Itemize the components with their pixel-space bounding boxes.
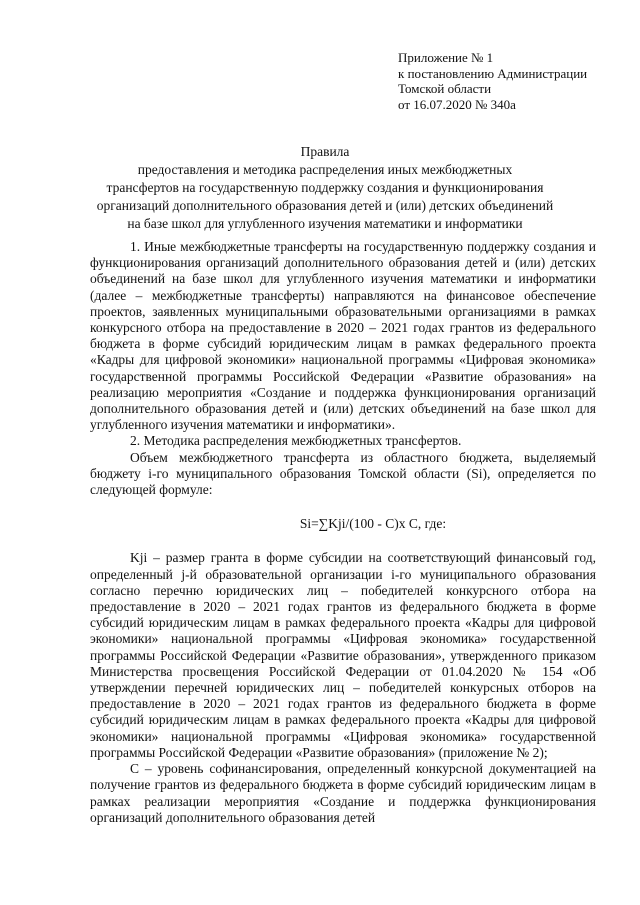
paragraph-5: С – уровень софинансирования, определенный конкурсной документацией на получение грантов из федерального бюджета в форме субсидий юридическим лицам в рамках реализации мероприятия «Создание и поддержка функционирования организаций дополнительного образования детей [90,761,596,825]
paragraph-1: 1. Иные межбюджетные трансферты на государственную поддержку создания и функционирования организаций дополнительного образования детей и (или) детских объединений на базе школ для углубленного изучения математики и информатики (далее – межбюджетные трансферты) направляются на финансовое обеспечение проектов, заявленных муниципальными образовательными организациями в рамках конкурсного отбора на предоставление в 2020 – 2021 годах грантов из федерального бюджета в форме субсидий юридическим лицам в рамках федерального проекта «Кадры для цифровой экономики» национальной программы «Цифровая экономика» государственной программы Российской Федерации «Развитие образования» на реализацию мероприятия «Создание и поддержка функционирования организаций дополнительного образования детей и (или) детских объединений на базе школ для углубленного изучения математики и информатики». [90,239,596,433]
paragraph-3: Объем межбюджетного трансферта из областного бюджета, выделяемый бюджету i-го муниципального образования Томской области (Si), определяется по следующей формуле: [90,449,596,498]
document-title [60,143,590,233]
title-line-3: трансфертов на государственную поддержку создания и функционирования [106,180,544,195]
title-line-5: на базе школ для углубленного изучения математики и информатики [127,216,523,231]
formula: Si=∑Kji/(100 - C)x C, где: [299,516,447,532]
paragraph-4: Kji – размер гранта в форме субсидии на соответствующий финансовый год, определенный j-й образовательной организации i-го муниципального образования согласно перечню юридических лиц – победителей конкурсного отбора на предоставление в 2020 – 2021 годах грантов из федерального бюджета в форме субсидий юридическим лицам в рамках федерального проекта «Кадры для цифровой экономики» национальной программы «Цифровая экономика» государственной программы Российской Федерации «Развитие образования», утвержденного приказом Министерства просвещения Российской Федерации от 01.04.2020 № 154 «Об утверждении перечней юридических лиц – победителей конкурсных отборов на предоставление в 2020 – 2021 годах грантов из федерального бюджета в форме субсидий юридическим лицам в рамках федерального проекта «Кадры для цифровой экономики» национальной программы «Цифровая экономика» государственной программы Российской Федерации «Развитие образования» (приложение № 2); [90,550,596,760]
appendix-region: Томской области [398,81,492,96]
document-body [90,239,596,826]
appendix-block [398,50,587,112]
paragraph-2: 2. Методика распределения межбюджетных трансфертов. [130,433,462,449]
appendix-reference: к постановлению Администрации [398,65,588,81]
title-line-4: организаций дополнительного образования детей и (или) детских объединений [96,198,554,213]
appendix-number: Приложение № 1 [398,50,494,65]
appendix-date-number: от 16.07.2020 № 340а [398,96,516,112]
title-line-2: предоставления и методика распределения иных межбюджетных [137,162,513,177]
title-line-1: Правила [300,144,350,159]
